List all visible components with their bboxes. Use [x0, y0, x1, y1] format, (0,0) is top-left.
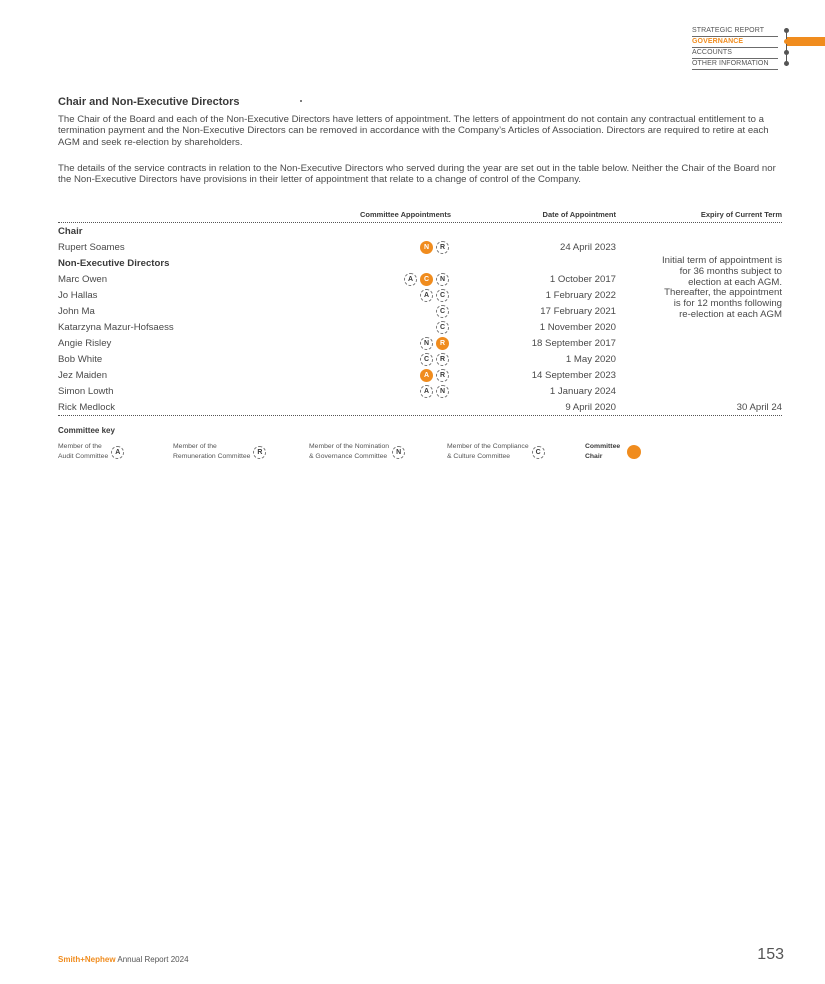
- key-label-line: Member of the: [173, 443, 217, 450]
- committee-badge: C: [436, 305, 449, 318]
- key-item-audit: [58, 442, 124, 462]
- nav-item-accounts[interactable]: ACCOUNTS: [692, 48, 778, 59]
- table-row: [58, 352, 782, 368]
- committee-key-title: Committee key: [58, 426, 115, 435]
- key-item-compliance: [447, 442, 545, 462]
- committee-badge: A: [420, 369, 433, 382]
- key-label-line: Committee: [585, 443, 621, 450]
- key-label: [447, 442, 529, 462]
- table-row: [58, 400, 782, 416]
- appointment-date: 18 September 2017: [531, 338, 616, 349]
- merged-expiry-note: Initial term of appointment is for 36 months subject to election at each AGM. Thereafter, the appointment is for 12 months following re-election at each AGM: [662, 255, 782, 320]
- director-name: Bob White: [58, 354, 103, 365]
- table-header: [58, 210, 782, 223]
- committee-badge: C: [532, 446, 545, 459]
- key-item-remuneration: [173, 442, 266, 462]
- appointment-date: 1 February 2022: [545, 290, 616, 301]
- committee-badge: R: [253, 446, 266, 459]
- committee-badges: [436, 305, 449, 318]
- committee-badge: R: [436, 353, 449, 366]
- appointment-date: 14 September 2023: [531, 370, 616, 381]
- key-label: [58, 442, 108, 462]
- key-label-line: Member of the Compliance: [447, 443, 529, 450]
- committee-badge: C: [420, 273, 433, 286]
- committee-badge: N: [420, 241, 433, 254]
- committee-badge: N: [436, 385, 449, 398]
- footer: [58, 955, 189, 964]
- decorative-dot: [300, 100, 302, 102]
- appointment-date: 9 April 2020: [565, 402, 616, 413]
- group-label: Non-Executive Directors: [58, 258, 170, 269]
- brand-name: Smith+Nephew: [58, 955, 116, 964]
- table-row: [58, 320, 782, 336]
- committee-chair-marker: [627, 445, 641, 459]
- key-label-line: & Governance Committee: [309, 453, 388, 460]
- column-header-expiry: Expiry of Current Term: [700, 210, 782, 219]
- paragraph-service-contracts: The details of the service contracts in relation to the Non-Executive Directors who served during the year are set out in the table below. Neither the Chair of the Board nor the Non-Executive Directors have provisions in their letter of appointment that relate to a change of control of the Company.: [58, 163, 776, 186]
- committee-badges: [420, 241, 449, 254]
- paragraph-letters-of-appointment: The Chair of the Board and each of the Non-Executive Directors have letters of appointment. The letters of appointment do not contain any contractual entitlement to a termination payment and the Non-Executive Directors can be removed in accordance with the Company’s Articles of Association. Directors are required to retire at each AGM and seek re-election by shareholders.: [58, 114, 769, 148]
- table-row: [58, 336, 782, 352]
- key-label: [309, 442, 389, 462]
- table-row: [58, 384, 782, 400]
- appointment-date: 17 February 2021: [540, 306, 616, 317]
- column-header-committee: Committee Appointments: [360, 210, 451, 219]
- key-label: [585, 442, 620, 462]
- committee-badges: [420, 337, 449, 350]
- key-label-line: Member of the: [58, 443, 102, 450]
- expiry-date: 30 April 24: [736, 402, 782, 413]
- director-name: Jo Hallas: [58, 290, 98, 301]
- key-label-line: Audit Committee: [58, 453, 109, 460]
- committee-badges: [436, 321, 449, 334]
- committee-badge: R: [436, 241, 449, 254]
- table-row: [58, 240, 782, 256]
- page-number: 153: [757, 946, 784, 963]
- nav-dot: [784, 28, 789, 33]
- key-label-line: Remuneration Committee: [173, 453, 251, 460]
- committee-badges: [420, 353, 449, 366]
- section-heading: Chair and Non-Executive Directors: [58, 96, 240, 108]
- director-name: Rupert Soames: [58, 242, 125, 253]
- committee-badges: [404, 273, 449, 286]
- report-title: Annual Report 2024: [117, 955, 189, 964]
- nav-item-strategic-report[interactable]: STRATEGIC REPORT: [692, 26, 778, 37]
- committee-badge: R: [436, 369, 449, 382]
- section-nav: [692, 26, 778, 70]
- group-row-chair: [58, 224, 782, 240]
- director-name: Marc Owen: [58, 274, 108, 285]
- nav-active-marker: [787, 37, 825, 46]
- committee-badge: A: [111, 446, 124, 459]
- director-name: John Ma: [58, 306, 95, 317]
- committee-badge: A: [404, 273, 417, 286]
- committee-badge: C: [436, 321, 449, 334]
- nav-item-governance[interactable]: GOVERNANCE: [692, 37, 778, 48]
- group-label: Chair: [58, 226, 83, 237]
- key-label-line: Member of the Nomination: [309, 443, 390, 450]
- director-name: Simon Lowth: [58, 386, 114, 397]
- key-label: [173, 442, 250, 462]
- committee-badge: A: [420, 385, 433, 398]
- key-item-nomination: [309, 442, 405, 462]
- director-name: Rick Medlock: [58, 402, 116, 413]
- appointment-date: 1 May 2020: [565, 354, 616, 365]
- key-label-line: Chair: [585, 453, 603, 460]
- appointment-date: 1 November 2020: [539, 322, 616, 333]
- appointment-date: 1 January 2024: [549, 386, 616, 397]
- nav-dot: [784, 50, 789, 55]
- column-header-date: Date of Appointment: [542, 210, 616, 219]
- committee-badges: [420, 289, 449, 302]
- committee-badges: [420, 385, 449, 398]
- committee-badges: [420, 369, 449, 382]
- key-label-line: & Culture Committee: [447, 453, 511, 460]
- key-item-chair: [585, 442, 641, 462]
- committee-badge: N: [436, 273, 449, 286]
- committee-badge: N: [420, 337, 433, 350]
- director-name: Katarzyna Mazur-Hofsaess: [58, 322, 174, 333]
- appointment-date: 1 October 2017: [549, 274, 616, 285]
- nav-item-other-information[interactable]: OTHER INFORMATION: [692, 59, 778, 70]
- committee-badge: A: [420, 289, 433, 302]
- appointment-date: 24 April 2023: [559, 242, 616, 253]
- director-name: Jez Maiden: [58, 370, 108, 381]
- committee-badge: R: [436, 337, 449, 350]
- nav-dot: [784, 61, 789, 66]
- committee-badge: C: [436, 289, 449, 302]
- table-row: [58, 368, 782, 384]
- director-name: Angie Risley: [58, 338, 112, 349]
- committee-badge: N: [392, 446, 405, 459]
- committee-badge: C: [420, 353, 433, 366]
